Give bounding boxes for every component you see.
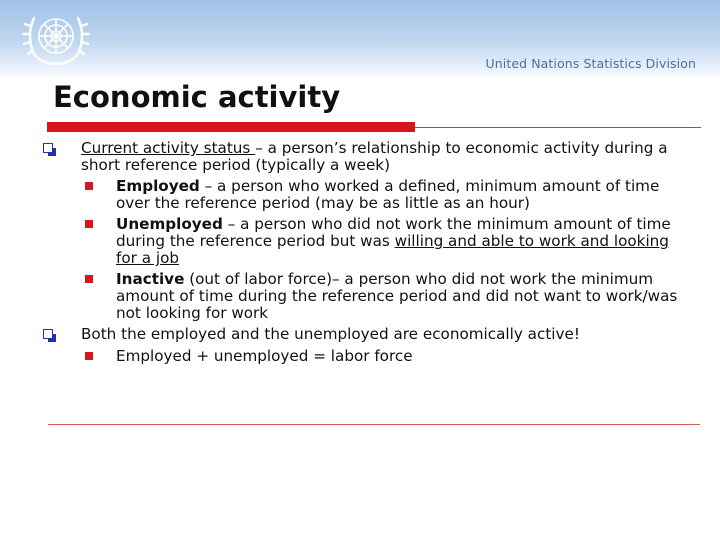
item-text: Employed + unemployed = labor force [116,347,413,365]
item-text: Both the employed and the unemployed are economically active! [81,325,580,343]
footer-rule [48,424,700,425]
slide-body [0,140,720,365]
item-term: Inactive [116,270,185,288]
item-text: – a person’s relationship to economic activity during a short reference period (typically a week) [81,139,668,174]
list-item [0,140,720,174]
item-text: – a person who did not work the minimum amount of time during the reference period but was [116,215,671,250]
title-rule [415,127,701,128]
square-bullet-icon [43,143,53,153]
list-item [0,178,720,212]
un-emblem-icon [18,6,94,74]
list-item [0,271,720,322]
item-term: Current activity status [81,139,256,157]
organization-name: United Nations Statistics Division [485,56,696,71]
item-text: (out of labor force)– a person who did not work the minimum amount of time during the reference period and did not want to work/was not looking for work [116,270,678,322]
square-bullet-icon [43,329,53,339]
red-bullet-icon [85,275,93,283]
red-bullet-icon [85,220,93,228]
list-item [0,216,720,267]
slide-title: Economic activity [53,80,341,114]
list-item [0,348,720,365]
item-term: Unemployed [116,215,223,233]
list-item [0,326,720,343]
title-accent-bar [47,122,415,132]
item-underlined-text: willing and able to work and looking for a job [116,232,669,267]
red-bullet-icon [85,182,93,190]
red-bullet-icon [85,352,93,360]
item-term: Employed [116,177,200,195]
item-text: – a person who worked a defined, minimum amount of time over the reference period (may be as little as an hour) [116,177,660,212]
